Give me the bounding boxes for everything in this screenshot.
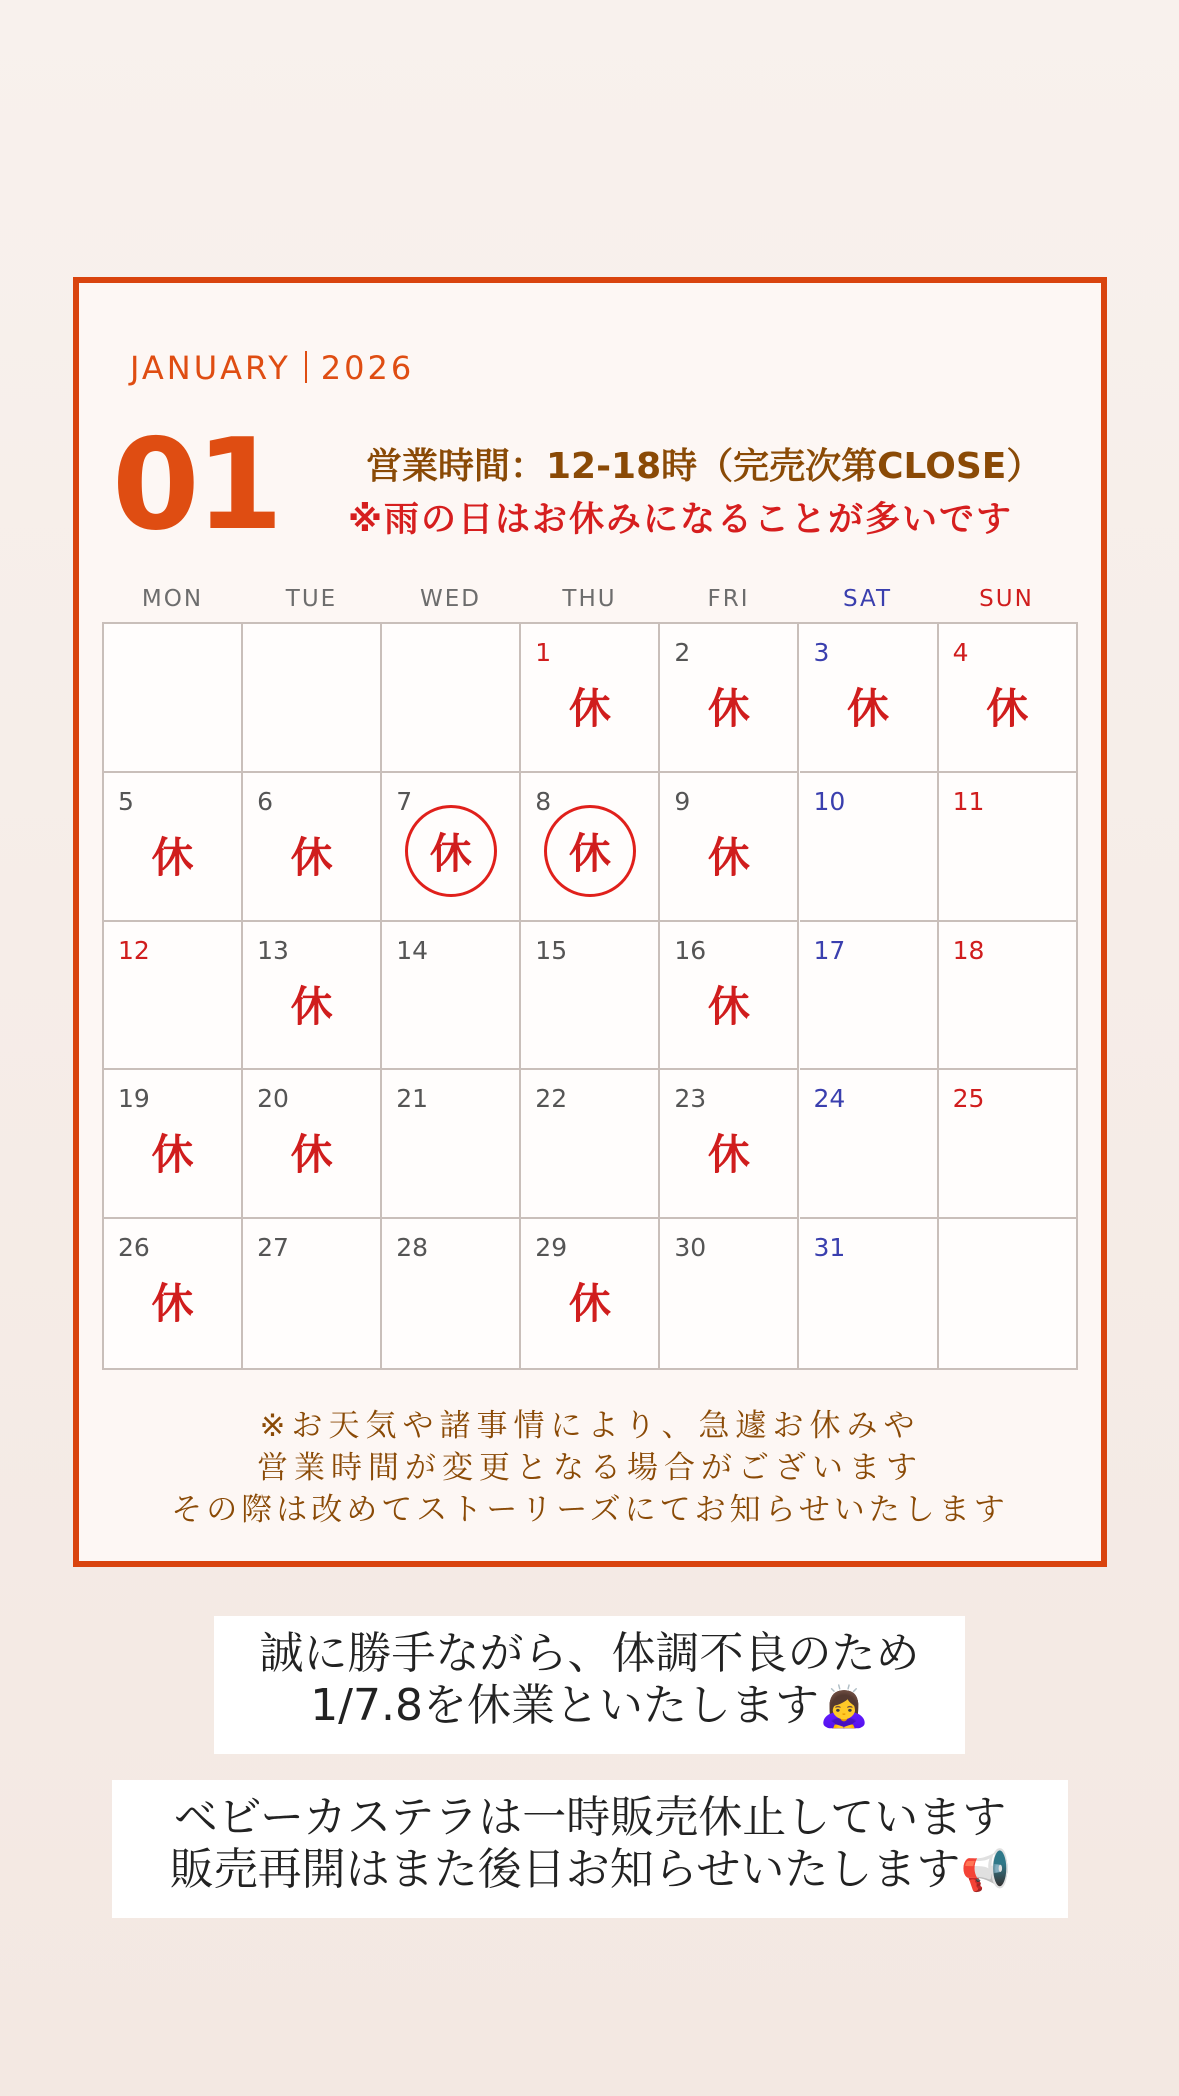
day-cell: [243, 922, 382, 1071]
closure-notice-line-1: 誠に勝手ながら、体調不良のため: [259, 1628, 920, 1679]
day-cell: [243, 1219, 382, 1368]
closed-mark: [660, 1122, 797, 1182]
day-cell: [521, 922, 660, 1071]
calendar-grid: [102, 622, 1078, 1370]
weekday-sun: SUN: [979, 586, 1034, 612]
day-number: 3: [813, 638, 830, 667]
day-cell: [939, 922, 1076, 1071]
weekday-mon: MON: [141, 586, 204, 612]
day-cell: [104, 773, 243, 922]
day-cell: [521, 1070, 660, 1219]
day-cell: [660, 624, 799, 773]
day-number: 6: [257, 786, 273, 816]
closed-mark-text: 休: [707, 832, 750, 882]
business-hours: 営業時間：12-18時（完売次第CLOSE）: [366, 446, 1043, 487]
closed-mark-text: 休: [986, 684, 1029, 733]
castella-notice-line-2: 販売再開はまた後日お知らせいたします: [169, 1844, 961, 1895]
year: 2026: [320, 349, 415, 387]
closed-mark-text: 休: [568, 684, 611, 733]
day-number: 20: [257, 1084, 289, 1114]
closed-mark: [800, 676, 937, 736]
day-number: 18: [952, 935, 985, 965]
day-number: 11: [952, 786, 985, 816]
closure-notice: [214, 1616, 965, 1754]
closed-mark-text: 休: [290, 832, 333, 882]
megaphone-icon: 📢: [960, 1848, 1011, 1894]
footer-note-line-1: ※お天気や諸事情により、急遽お休みや: [259, 1408, 921, 1444]
closed-mark: [104, 825, 241, 885]
castella-notice-line-1: ベビーカステラは一時販売休止しています: [173, 1792, 1007, 1843]
day-number: 27: [257, 1233, 289, 1263]
circled-closed-mark: [521, 819, 658, 897]
day-number: 2: [674, 638, 691, 667]
day-number: 13: [257, 935, 289, 965]
month-number: 01: [112, 411, 280, 558]
day-cell: [521, 624, 660, 773]
closed-mark-text: 休: [151, 832, 194, 882]
day-cell: [939, 773, 1076, 922]
closed-mark: [660, 974, 797, 1034]
closed-mark-text: 休: [544, 805, 636, 897]
weekday-sat: SAT: [842, 586, 893, 612]
day-number: 25: [952, 1084, 985, 1114]
closed-mark: [243, 974, 380, 1034]
day-cell: [660, 1219, 799, 1368]
footer-note-line-3: その際は改めてストーリーズにてお知らせいたします: [171, 1492, 1009, 1528]
day-cell: [382, 773, 521, 922]
day-number: 22: [535, 1084, 568, 1114]
day-cell: [382, 1070, 521, 1219]
closed-mark: [243, 1122, 380, 1182]
empty-cell: [939, 1219, 1076, 1368]
day-number: 5: [118, 786, 134, 816]
closed-mark: [243, 825, 380, 885]
closed-mark: [521, 1271, 658, 1331]
empty-cell: [382, 624, 521, 773]
day-cell: [243, 1070, 382, 1219]
day-cell: [660, 773, 799, 922]
closed-mark-text: 休: [847, 684, 890, 733]
closed-mark-text: 休: [405, 805, 497, 897]
day-number: 8: [535, 786, 552, 816]
day-cell: [800, 773, 939, 922]
day-cell: [521, 1219, 660, 1368]
day-number: 17: [813, 935, 846, 965]
weekday-thu: THU: [562, 586, 617, 612]
rain-day-note: ※雨の日はお休みになることが多いです: [348, 500, 1014, 540]
day-cell: [660, 1070, 799, 1219]
day-number: 19: [118, 1084, 150, 1114]
month-name: JANUARY: [130, 349, 291, 387]
closed-mark-text: 休: [290, 1130, 333, 1180]
day-number: 9: [674, 786, 691, 816]
empty-cell: [243, 624, 382, 773]
closed-mark: [660, 676, 797, 736]
day-cell: [939, 624, 1076, 773]
weekday-wed: WED: [420, 586, 481, 612]
day-cell: [660, 922, 799, 1071]
closed-mark-text: 休: [707, 981, 750, 1031]
day-cell: [104, 1070, 243, 1219]
day-number: 16: [674, 935, 707, 965]
circled-closed-mark: [382, 819, 519, 897]
closed-mark-text: 休: [290, 981, 333, 1031]
closure-notice-line-2: 1/7.8を休業といたします: [310, 1680, 819, 1731]
month-year-label: [130, 349, 414, 387]
day-number: 12: [118, 935, 150, 965]
day-number: 26: [118, 1233, 150, 1263]
castella-notice: [112, 1780, 1068, 1918]
closed-mark: [939, 676, 1076, 736]
day-cell: [521, 773, 660, 922]
day-number: 30: [674, 1233, 707, 1263]
day-cell: [939, 1070, 1076, 1219]
bowing-person-icon: 🙇‍♀️: [818, 1684, 869, 1730]
closed-mark-text: 休: [151, 1130, 194, 1180]
day-number: 15: [535, 935, 568, 965]
day-number: 23: [674, 1084, 707, 1114]
closed-mark-text: 休: [707, 1130, 750, 1180]
empty-cell: [104, 624, 243, 773]
day-cell: [243, 773, 382, 922]
day-cell: [800, 922, 939, 1071]
closed-mark: [660, 825, 797, 885]
day-number: 1: [535, 638, 552, 667]
day-number: 31: [813, 1233, 846, 1263]
closed-mark: [104, 1271, 241, 1331]
day-number: 24: [813, 1084, 846, 1114]
day-number: 29: [535, 1233, 568, 1263]
day-cell: [382, 922, 521, 1071]
day-number: 4: [952, 638, 969, 667]
closed-mark-text: 休: [568, 1279, 611, 1329]
day-number: 21: [396, 1084, 428, 1114]
day-cell: [800, 1219, 939, 1368]
day-cell: [800, 1070, 939, 1219]
closed-mark-text: 休: [151, 1279, 194, 1329]
closed-mark-text: 休: [707, 684, 750, 733]
day-cell: [104, 922, 243, 1071]
day-number: 28: [396, 1233, 428, 1263]
day-cell: [800, 624, 939, 773]
weekday-fri: FRI: [707, 586, 750, 612]
day-number: 10: [813, 786, 846, 816]
day-number: 14: [396, 935, 428, 965]
day-cell: [104, 1219, 243, 1368]
closed-mark: [521, 676, 658, 736]
weekday-tue: TUE: [285, 586, 338, 612]
closed-mark: [104, 1122, 241, 1182]
day-cell: [382, 1219, 521, 1368]
day-number: 7: [396, 786, 413, 816]
footer-note-line-2: 営業時間が変更となる場合がございます: [257, 1450, 923, 1486]
month-divider: [305, 351, 307, 383]
